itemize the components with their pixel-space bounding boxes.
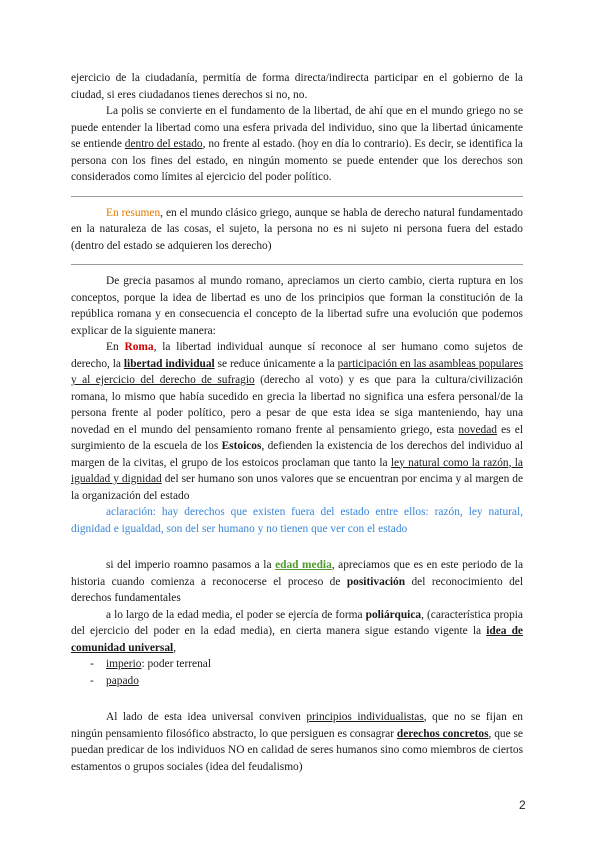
highlight-roma: Roma bbox=[124, 341, 154, 353]
bold-term: derechos concretos bbox=[396, 727, 489, 740]
note-aclaracion: aclaración: hay derechos que existen fuera del estado entre ellos: razón, ley natural, dignidad e igualdad, son del ser humano y no tienen que ver con el estado bbox=[71, 506, 523, 535]
divider-top bbox=[71, 196, 523, 197]
summary-box: En resumen, en el mundo clásico griego, aunque se habla de derecho natural fundamentado en la naturaleza de las cosas, el sujeto, la persona no es ni sujeto ni persona fuera del estado (dentro del estado se adquieren los derecho) bbox=[71, 206, 523, 252]
power-list bbox=[71, 656, 523, 689]
paragraph-polis: La polis se convierte en el fundamento de la libertad, de ahí que en el mundo griego no se puede entender la libertad como una esfera privada del individuo, sino que la libertad únicamente se entiende dentro del estado, no frente al estado. (hoy en día lo contrario). Es decir, se identifica la persona con los fines del estado, en ningún momento se puede entender que los derechos son considerados como límites al ejercicio del poder político. bbox=[71, 105, 523, 183]
bold-term: libertad individual bbox=[123, 357, 215, 370]
underlined-term: ley natural como la razón, la igualdad y dignidad bbox=[71, 456, 523, 485]
list-term: imperio bbox=[106, 658, 142, 670]
bold-term: poliárquica bbox=[365, 608, 422, 621]
summary-lead: En resumen bbox=[106, 206, 161, 219]
bold-term: idea de comunidad universal bbox=[71, 625, 523, 654]
spacer bbox=[71, 537, 523, 557]
paragraph-rome: En Roma, la libertad individual aunque sí reconoce al ser humano como sujetos de derecho, la libertad individual se reduce únicamente a la participación en las asambleas populares y al ejercicio del derecho de sufragio (derecho al voto) y es que para la cultura/civilización romana, lo mismo que había sucedido en grecia la libertad no significa una esfera personal/de la persona frente al poder político, pero a pesar de que esta idea se siga manteniendo, hay una novedad en el mundo del pensamiento romano frente al pensamiento griego, esta novedad es el surgimiento de la escuela de los Estoicos, defienden la existencia de los derechos del individuo al margen de la civitas, el grupo de los estoicos proclaman que tanto la ley natural como la razón, la igualdad y dignidad del ser humano son unos valores que se encuentran por encima y al margen de la organización del estado bbox=[71, 341, 524, 502]
paragraph-rome-intro: De grecia pasamos al mundo romano, apreciamos un cierto cambio, cierta ruptura en los conceptos, porque la idea de libertad es uno de los principios que forman la constitución de la república romana y en consecuencia el concepto de la libertad sufre una evolución que podemos explicar de la siguiente manera: bbox=[71, 275, 523, 337]
bold-term: Estoicos bbox=[221, 440, 262, 452]
underlined-term: principios individualistas bbox=[306, 711, 424, 723]
list-item: - imperio: poder terrenal bbox=[71, 656, 523, 673]
list-term: papado bbox=[106, 674, 139, 687]
paragraph-polyarchic: a lo largo de la edad media, el poder se ejercía de forma poliárquica, (característica propia del ejercicio del poder en la edad media), en cierta manera sigue estando vigente la idea de comunidad universal, bbox=[71, 608, 523, 654]
highlight-edad-media: edad media bbox=[275, 559, 332, 571]
underlined-term: novedad bbox=[458, 423, 497, 436]
divider-bottom bbox=[71, 264, 523, 265]
paragraph-middle-ages: si del imperio roamno pasamos a la edad media, apreciamos que es en este periodo de la historia cuando comienza a reconocerse el proceso de positivación del reconocimiento del derechos fundamentales bbox=[71, 559, 524, 604]
list-item bbox=[71, 673, 523, 690]
paragraph-individualist: Al lado de esta idea universal conviven principios individualistas, que no se fijan en ningún pensamiento filosófico abstracto, lo que persiguen es consagrar derechos concretos, que se puedan predicar de los individuos NO en calidad de seres humanos sino como miembros de ciertos estamentos o grupos sociales (idea del feudalismo) bbox=[71, 711, 523, 773]
dash-bullet: - bbox=[90, 658, 94, 670]
dash-bullet: - bbox=[90, 674, 94, 687]
note-lead: aclaración bbox=[106, 506, 153, 518]
underlined-term: participación en las asambleas populares y al ejercicio del derecho de sufragio bbox=[71, 357, 523, 386]
bold-term: positivación bbox=[346, 575, 406, 588]
underlined-term: dentro del estado bbox=[124, 138, 203, 150]
spacer bbox=[71, 689, 523, 709]
document-body bbox=[71, 70, 523, 775]
page-number: 2 bbox=[519, 798, 526, 812]
paragraph-citizenship: ejercicio de la ciudadanía, permitía de forma directa/indirecta participar en el gobierno de la ciudad, si eres ciudadanos tienes derechos si no, no. bbox=[71, 72, 523, 101]
